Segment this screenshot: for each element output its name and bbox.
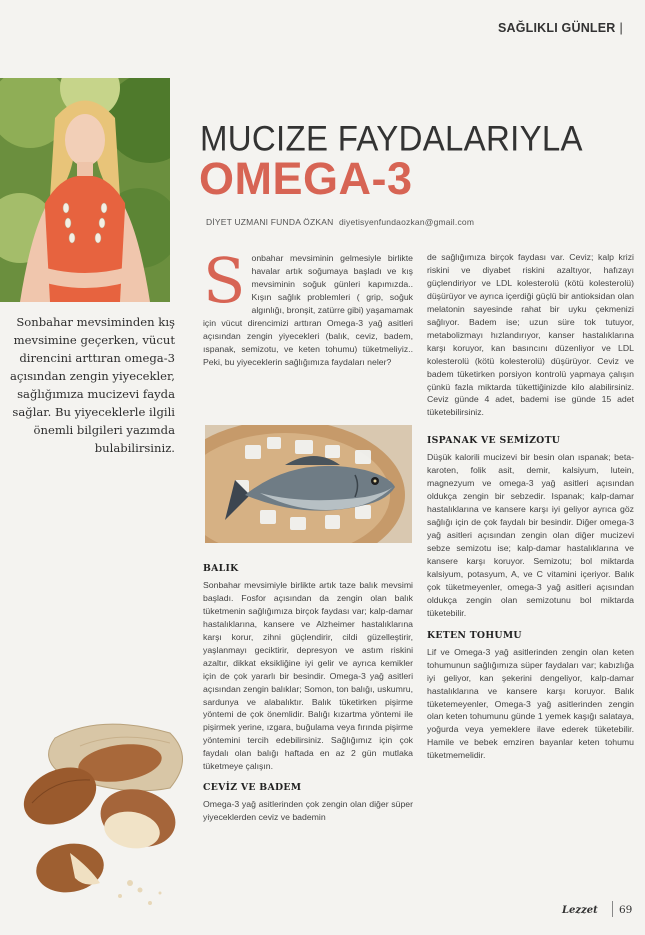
intro-paragraph: [203, 244, 413, 369]
pull-quote-line: Sonbahar mevsiminden kış: [16, 315, 175, 329]
footer-divider: [612, 901, 613, 917]
fish-photo: [205, 425, 412, 543]
text-keten: Lif ve Omega-3 yağ asitlerinden zengin olan keten tohumunun sağlığımıza süper faydaları var; kabızlığa iyi geliyor, kan şekerini dengeliyor, kalp-damar hastalıklarına ve kansere karşı koruyor. Balık tüketemeyenler, Omega-3 yağ asitlerinden zengin olan keten tohumunu günde 1 yemek kaşığı salataya, yoğurda veya yemeklere ilave ederek tüketebilir. Hamile ve bebek emziren bayanlar keten tohumu tüketmemelidir.: [427, 646, 634, 761]
heading-balik: BALIK: [203, 563, 239, 574]
heading-ceviz: CEVİZ VE BADEM: [203, 782, 302, 794]
heading-keten: KETEN TOHUMU: [427, 629, 522, 641]
section-tag: [498, 21, 623, 35]
title-line2: OMEGA-3: [199, 153, 413, 204]
section-separator: |: [619, 21, 623, 35]
intro-text: onbahar mevsiminin gelmesiyle birlikte havalar artık soğumaya başladı ve kış mevsiminin soğuk günleri kapımızda.. Kışın sağlık problemleri ( grip, soğuk algınlığı, bronşit, zatürre gibi) yaşamamak için vücut direncimizi arttıran Omega-3 yağ asitleri açısından zengin yiyecekleri (balık, ceviz, badem, ıspanak, semizotu, ve keten tohumu) tüketmeliyiz.. Peki, bu yiyeceklerin sağlığımıza faydaları neler?: [203, 253, 413, 367]
pull-quote-line: sağlığımıza mucizevi fayda: [17, 387, 175, 401]
text-ceviz: Omega-3 yağ asitlerinden çok zengin olan diğer süper yiyeceklerden ceviz ve bademin: [203, 799, 413, 823]
column-right: [427, 251, 634, 762]
author-portrait: [0, 78, 170, 302]
column-left-bottom: [203, 563, 413, 824]
dropcap: S: [203, 244, 246, 317]
title-line1: MUCIZE FAYDALARIYLA: [200, 118, 583, 158]
text-balik: Sonbahar mevsimiyle birlikte artık taze balık mevsimi başladı. Fosfor açısından da zengin olan balık tüketmenin sağlığımıza birçok faydası var; kalp-damar hastalıklarına, kansere ve Alzheimer hastalıklarına karşı korur, zihni güçlendirir, cildi güzelleştirir, yaşlanmayı geciktirir, depresyon ve astım riskini azaltır, dikkat eksikliğine iyi gelir ve ayrıca kemikler için de çok yararlı bir besindir. Omega-3 yağ asitleri açısından zengin balıklar; Somon, ton balığı, uskumru, sardunya ve alabalıktır. Balık tüketirken pişirme yöntemi de çok önemlidir. Balığı kızartma yöntemi ile pişirmek yerine, ızgara, buğulama veya fırında pişirme yöntemini tercih edebilirsiniz. Sağlığımız için çok faydalı olan balığı haftada en az 2 gün mutlaka tüketmeye çalışın.: [203, 579, 413, 772]
pull-quote-line: mevsimine geçerken, vücut: [13, 333, 175, 347]
pull-quote-line: bulabilirsiniz.: [94, 441, 175, 455]
text-ceviz-continued: de sağlığımıza birçok faydası var. Ceviz; kalp krizi riskini ve diyabet riskini azaltıyor, hafızayı güçlendiriyor ve LDL kolesterolü (kötü kolesterolü) düşürüyor ve ayrıca içerdiği güçlü bir antioksidan olan melatonin sayesinde rahat bir uyku çekmenizi sağlıyor. Badem ise; uzun süre tok tutuyor, metabolizmayı hızlandırıyor, kanser hastalıklarına karşı koruyor, kan basıncını düzenliyor ve LDL kolesterolü (kötü kolesterolü) düşürüyor. Ceviz ve badem tüketirken porsiyon kontrolü yapmaya çalışın çünkü fazla miktarda tükettiğinizde kilo alabilirsiniz. Ceviz günde 4 adet, bademi ise günde 15 adet tüketebilirsiniz.: [427, 252, 634, 418]
magazine-brand: Lezzet: [562, 905, 598, 916]
pull-quote-line: açısından zengin yiyecekler,: [9, 369, 175, 383]
author-name: DİYET UZMANI FUNDA ÖZKAN: [206, 217, 334, 227]
almonds-photo: [20, 718, 200, 918]
pull-quote-line: direncini arttıran omega-3: [19, 351, 175, 365]
page-number: 69: [619, 904, 633, 916]
heading-ispanak: ISPANAK VE SEMİZOTU: [427, 435, 561, 447]
pull-quote: [0, 313, 175, 457]
section-label: SAĞLIKLI GÜNLER: [497, 21, 616, 35]
pull-quote-line: sağlar. Bu yiyeceklerle ilgili: [12, 405, 175, 419]
text-ispanak: Düşük kalorili mucizevi bir besin olan ıspanak; beta-karoten, folik asit, demir, kalsiyum, lutein, magnezyum ve omega-3 yağ asitleri açısından oldukça zengin bir sebzedir. Ispanak; kalp-damar hastalıklarına ve kansere karşı iyi geliyor ayrıca göz sağlığı için de çok faydalı bir besindir. Diğer omega-3 yağ asitleri açısından zengin olan diğer mucizevi sebze semizotu ise; kalp-damar hastalıklarına ve kansere karşı koruyor. Semizotu; bol miktarda kalsiyum, potasyum, A, ve C vitamini içeriyor. Balık çok tüketmeyenler, omega-3 yağ asitleri açısından oldukça zengin olan semizotunu bol miktarda tüketebilir.: [427, 452, 634, 618]
pull-quote-line: önemli bilgileri yazımda: [33, 423, 175, 437]
byline: [206, 217, 474, 227]
author-email[interactable]: diyetisyenfundaozkan@gmail.com: [339, 217, 475, 227]
